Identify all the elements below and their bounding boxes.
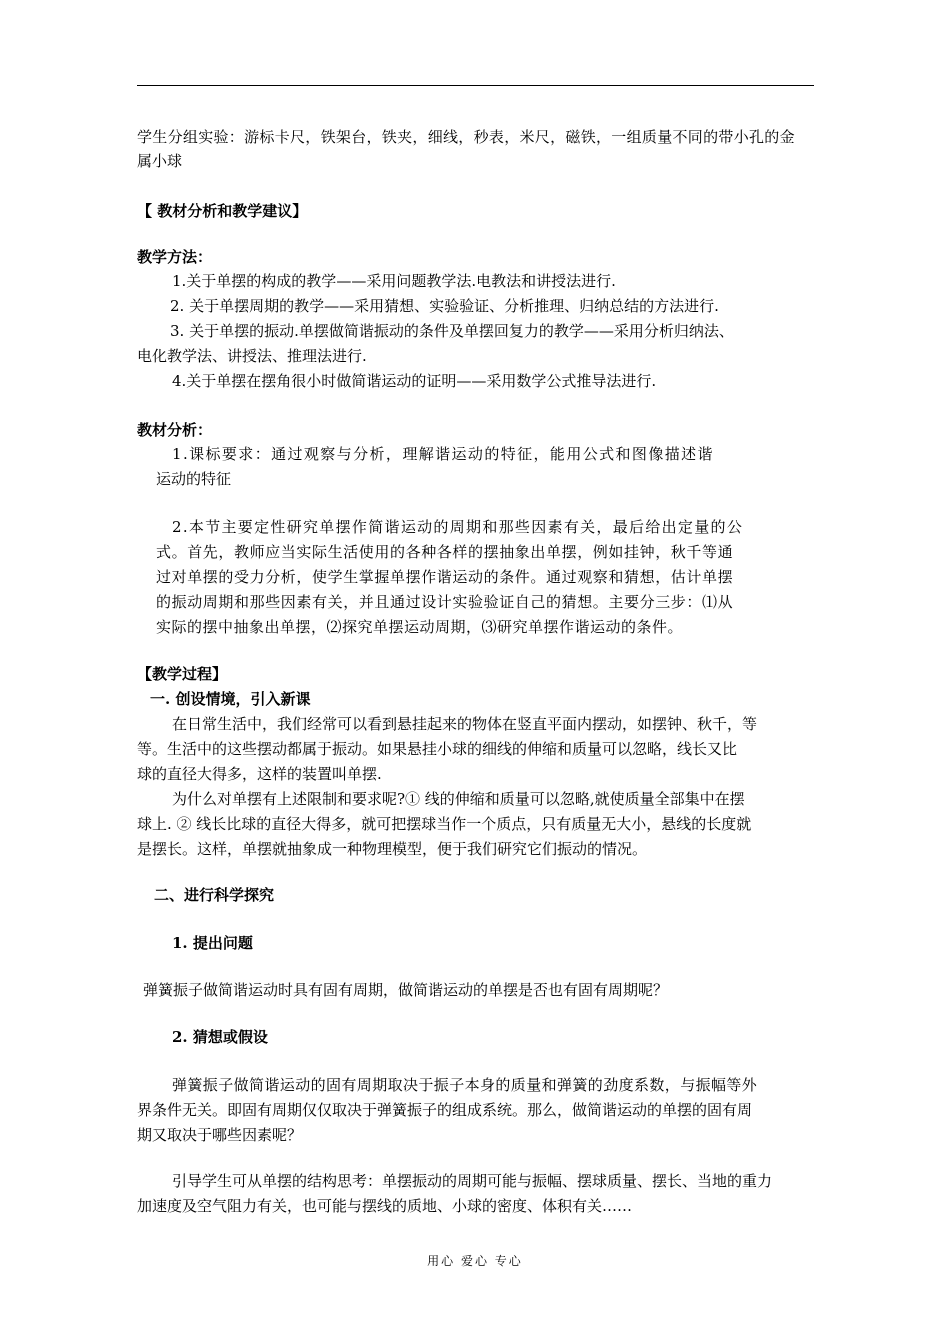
hypothesis-1a: 弹簧振子做简谐运动的固有周期取决于振子本身的质量和弹簧的劲度系数，与振幅等外 — [172, 1076, 758, 1094]
heading-section-2: 二、进行科学探究 — [154, 886, 275, 904]
para-1b: 等。生活中的这些摆动都属于振动。如果悬挂小球的细线的伸缩和质量可以忽略，线长又比 — [137, 740, 738, 758]
equipment-line-2: 属小球 — [137, 152, 183, 170]
hypothesis-2b: 加速度及空气阻力有关，也可能与摆线的质地、小球的密度、体积有关…… — [137, 1197, 633, 1215]
heading-analysis: 【 教材分析和教学建议】 — [137, 202, 308, 220]
analysis-2a: 2.本节主要定性研究单摆作简谐运动的周期和那些因素有关，最后给出定量的公 — [172, 518, 744, 536]
question-text: 弹簧振子做简谐运动时具有固有周期，做简谐运动的单摆是否也有固有周期呢？ — [143, 981, 669, 999]
heading-method: 教学方法： — [137, 248, 213, 266]
hypothesis-1b: 界条件无关。即固有周期仅仅取决于弹簧振子的组成系统。那么，做简谐运动的单摆的固有周 — [137, 1101, 753, 1119]
method-1: 1.关于单摆的构成的教学——采用问题教学法.电教法和讲授法进行. — [172, 272, 616, 290]
method-2: 2. 关于单摆周期的教学——采用猜想、实验验证、分析推理、归纳总结的方法进行. — [170, 297, 719, 315]
method-4: 4.关于单摆在摆角很小时做简谐运动的证明——采用数学公式推导法进行. — [172, 372, 657, 390]
analysis-2c: 过对单摆的受力分析，使学生掌握单摆作谐运动的条件。通过观察和猜想，估计单摆 — [156, 568, 734, 586]
heading-section-1: 一. 创设情境，引入新课 — [150, 690, 311, 708]
hypothesis-1c: 期又取决于哪些因素呢？ — [137, 1126, 303, 1144]
analysis-1a: 1.课标要求：通过观察与分析，理解谐运动的特征，能用公式和图像描述谐 — [172, 445, 714, 463]
para-2c: 是摆长。这样，单摆就抽象成一种物理模型，便于我们研究它们振动的情况。 — [137, 840, 648, 858]
heading-hypothesis: 2. 猜想或假设 — [172, 1028, 268, 1046]
para-1a: 在日常生活中，我们经常可以看到悬挂起来的物体在竖直平面内摆动，如摆钟、秋千，等 — [172, 715, 758, 733]
heading-process: 【教学过程】 — [137, 665, 228, 683]
para-2a: 为什么对单摆有上述限制和要求呢?① 线的伸缩和质量可以忽略,就使质量全部集中在摆 — [172, 790, 745, 808]
heading-question: 1. 提出问题 — [172, 934, 253, 952]
header-rule — [137, 85, 814, 86]
analysis-2b: 式。首先，教师应当实际生活使用的各种各样的摆抽象出单摆，例如挂钟，秋千等通 — [156, 543, 734, 561]
heading-material: 教材分析： — [137, 421, 213, 439]
hypothesis-2a: 引导学生可从单摆的结构思考：单摆振动的周期可能与振幅、摆球质量、摆长、当地的重力 — [172, 1172, 773, 1190]
analysis-2e: 实际的摆中抽象出单摆，⑵探究单摆运动周期，⑶研究单摆作谐运动的条件。 — [156, 618, 684, 636]
method-3b: 电化教学法、讲授法、推理法进行. — [137, 347, 367, 365]
analysis-2d: 的振动周期和那些因素有关，并且通过设计实验验证自己的猜想。主要分三步：⑴从 — [156, 593, 734, 611]
analysis-1b: 运动的特征 — [156, 470, 232, 488]
para-1c: 球的直径大得多，这样的装置叫单摆. — [137, 765, 382, 783]
page-footer: 用心 爱心 专心 — [427, 1254, 523, 1268]
method-3a: 3. 关于单摆的振动.单摆做简谐振动的条件及单摆回复力的教学——采用分析归纳法、 — [170, 322, 734, 340]
equipment-line-1: 学生分组实验：游标卡尺，铁架台，铁夹，细线，秒表，米尺，磁铁，一组质量不同的带小孔的金 — [137, 128, 795, 146]
para-2b: 球上. ② 线长比球的直径大得多，就可把摆球当作一个质点，只有质量无大小，悬线的长度就 — [137, 815, 752, 833]
